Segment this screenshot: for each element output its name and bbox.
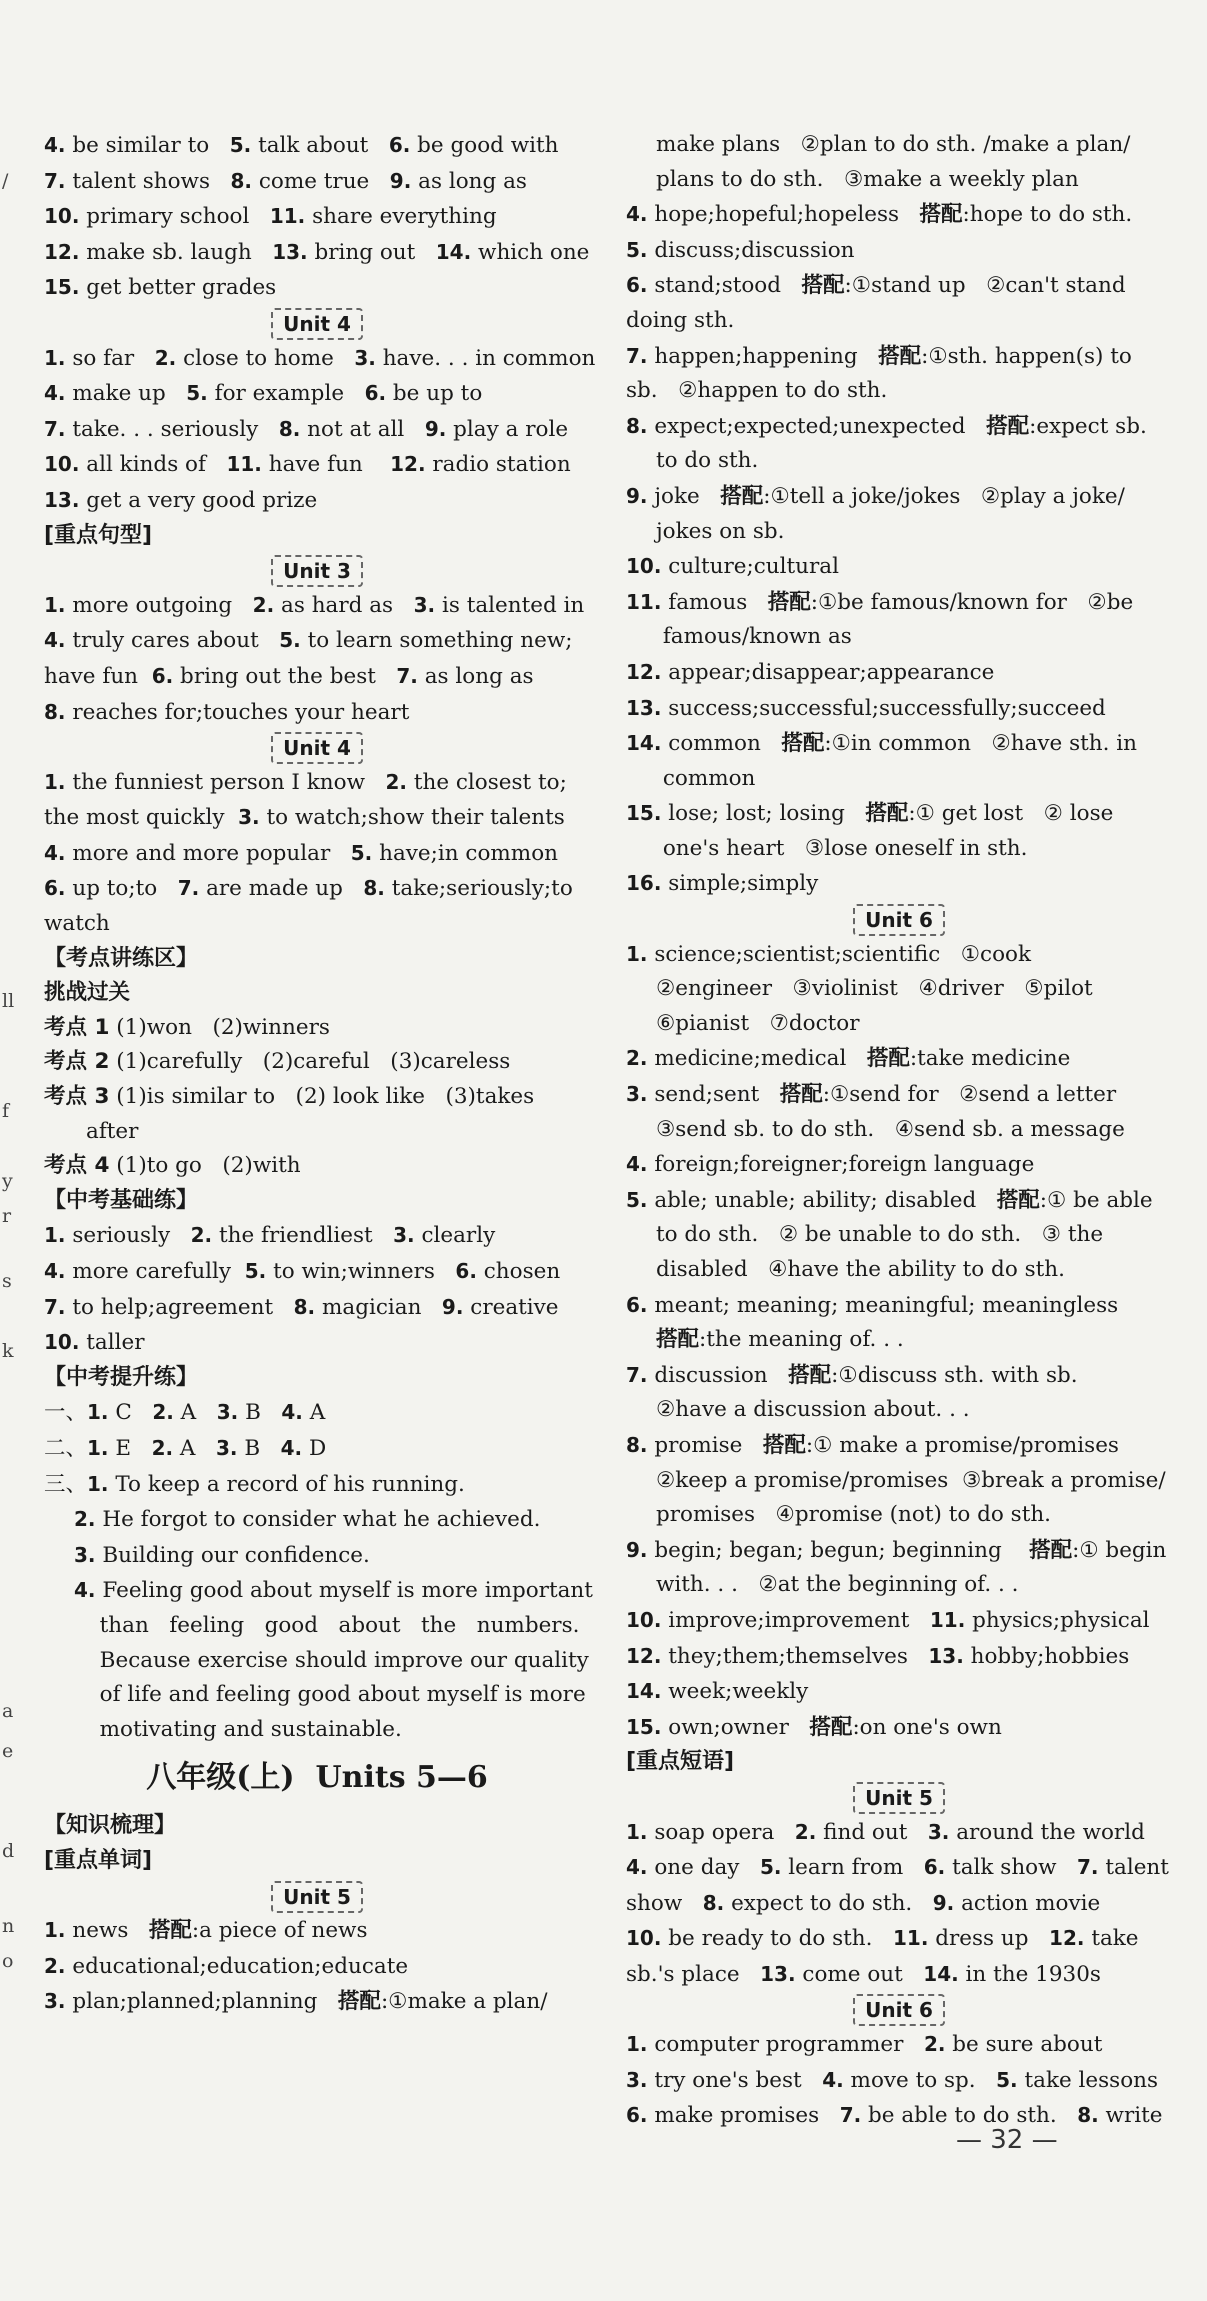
answer-line: 1. news 搭配:a piece of news: [44, 1918, 368, 1944]
answer-line: 考点 1 (1)won (2)winners: [44, 1014, 330, 1040]
answer-line: 4. foreign;foreigner;foreign language: [626, 1152, 1035, 1178]
answer-line: 7. discussion 搭配:①discuss sth. with sb.: [626, 1362, 1078, 1388]
answer-line: with. . . ②at the beginning of. . .: [656, 1572, 1019, 1598]
chapter-title: 八年级(上) Units 5—6: [146, 1760, 488, 1796]
answer-line: show 8. expect to do sth. 9. action movie: [626, 1890, 1101, 1916]
answer-line: 搭配:the meaning of. . .: [656, 1327, 904, 1353]
answer-line: 7. happen;happening 搭配:①sth. happen(s) to: [626, 343, 1132, 369]
answer-line: 1. so far 2. close to home 3. have. . . in common: [44, 345, 596, 371]
answer-line: 1. seriously 2. the friendliest 3. clearly: [44, 1223, 496, 1249]
answer-line: one's heart ③lose oneself in sth.: [656, 835, 1028, 861]
unit-label: Unit 4: [271, 308, 363, 340]
answer-line: 10. be ready to do sth. 11. dress up 12. take: [626, 1926, 1139, 1952]
answer-line: sb.'s place 13. come out 14. in the 1930s: [626, 1961, 1101, 1987]
answer-line: 10. all kinds of 11. have fun 12. radio station: [44, 452, 571, 478]
answer-line: Because exercise should improve our quality: [86, 1647, 589, 1673]
unit-heading: [44, 730, 590, 765]
answer-line: 4. one day 5. learn from 6. talk show 7. talent: [626, 1855, 1169, 1881]
answer-line: 三、1. To keep a record of his running.: [44, 1471, 465, 1497]
answer-line: of life and feeling good about myself is more: [86, 1682, 586, 1708]
unit-heading: [44, 553, 590, 588]
answer-line: to do sth. ② be unable to do sth. ③ the: [656, 1222, 1104, 1248]
answer-line: 8. expect;expected;unexpected 搭配:expect sb.: [626, 413, 1147, 439]
section-heading: 【知识梳理】: [44, 1813, 177, 1839]
answer-line: 16. simple;simply: [626, 871, 819, 897]
margin-letter: r: [2, 1205, 12, 1227]
margin-letter: o: [2, 1950, 14, 1972]
answer-line: 3. plan;planned;planning 搭配:①make a plan/: [44, 1989, 548, 2015]
answer-line: 二、1. E 2. A 3. B 4. D: [44, 1435, 327, 1461]
page-number: — 32 —: [956, 2125, 1058, 2155]
answer-line: 12. they;them;themselves 13. hobby;hobbies: [626, 1643, 1130, 1669]
answer-line: than feeling good about the numbers.: [86, 1612, 580, 1638]
answer-line: 4. hope;hopeful;hopeless 搭配:hope to do sth.: [626, 202, 1133, 228]
answer-line: 6. make promises 7. be able to do sth. 8. write: [626, 2103, 1163, 2129]
answer-line: 一、1. C 2. A 3. B 4. A: [44, 1400, 326, 1426]
unit-heading: [626, 1780, 1172, 1815]
margin-letter: f: [2, 1100, 10, 1122]
section-heading: [重点句型]: [44, 522, 153, 548]
answer-line: sb. ②happen to do sth.: [626, 378, 888, 404]
answer-line: 4. be similar to 5. talk about 6. be good with: [44, 133, 559, 158]
answer-line: 10. primary school 11. share everything: [44, 204, 497, 230]
unit-label: Unit 5: [271, 1881, 363, 1913]
margin-letter: n: [2, 1915, 15, 1937]
answer-line: 15. own;owner 搭配:on one's own: [626, 1714, 1002, 1740]
answer-line: 15. lose; lost; losing 搭配:① get lost ② lose: [626, 801, 1114, 827]
margin-letter: k: [2, 1340, 14, 1362]
answer-line: 1. more outgoing 2. as hard as 3. is talented in: [44, 592, 585, 618]
answer-line: 1. the funniest person I know 2. the closest to;: [44, 769, 567, 795]
answer-line: 15. get better grades: [44, 275, 277, 301]
answer-line: motivating and sustainable.: [86, 1716, 402, 1742]
answer-line: 13. get a very good prize: [44, 487, 318, 513]
margin-letter: s: [2, 1270, 12, 1292]
answer-line: 2. medicine;medical 搭配:take medicine: [626, 1046, 1071, 1072]
answer-line: 3. Building our confidence.: [74, 1542, 370, 1568]
answer-line: make plans ②plan to do sth. /make a plan/: [656, 132, 1131, 157]
answer-line: 10. culture;cultural: [626, 554, 839, 580]
section-heading: 【中考提升练】: [44, 1364, 199, 1390]
answer-line: after: [86, 1118, 139, 1144]
section-heading: 【考点讲练区】: [44, 945, 199, 971]
answer-line: 挑战过关: [44, 980, 131, 1006]
answer-line: ②engineer ③violinist ④driver ⑤pilot: [656, 976, 1093, 1002]
answer-line: to do sth.: [656, 448, 759, 474]
unit-label: Unit 6: [853, 1994, 945, 2026]
margin-letter: d: [2, 1840, 15, 1862]
left-column: [44, 128, 596, 2020]
answer-line: 3. send;sent 搭配:①send for ②send a letter: [626, 1082, 1117, 1108]
answer-line: ②keep a promise/promises ③break a promise/: [656, 1467, 1166, 1493]
answer-line: 5. discuss;discussion: [626, 237, 855, 263]
answer-line: ②have a discussion about. . .: [656, 1397, 970, 1423]
answer-line: 13. success;successful;successfully;succeed: [626, 695, 1106, 721]
unit-label: Unit 5: [853, 1782, 945, 1814]
section-heading: [重点短语]: [626, 1749, 735, 1775]
answer-line: disabled ④have the ability to do sth.: [656, 1257, 1065, 1282]
margin-letter: e: [2, 1740, 14, 1762]
answer-line: 考点 3 (1)is similar to (2) look like (3)takes: [44, 1084, 535, 1110]
answer-line: 10. taller: [44, 1330, 145, 1356]
answer-line: common: [656, 765, 756, 791]
answer-line: the most quickly 3. to watch;show their talents: [44, 805, 565, 831]
answer-line: ⑥pianist ⑦doctor: [656, 1010, 860, 1036]
answer-line: plans to do sth. ③make a weekly plan: [656, 166, 1079, 192]
answer-line: 14. common 搭配:①in common ②have sth. in: [626, 731, 1138, 757]
right-column: [626, 128, 1172, 2134]
unit-heading: [626, 902, 1172, 937]
answer-line: 10. improve;improvement 11. physics;physical: [626, 1607, 1150, 1633]
section-heading: 【中考基础练】: [44, 1187, 199, 1213]
answer-line: 4. truly cares about 5. to learn something new;: [44, 628, 573, 654]
answer-line: jokes on sb.: [656, 518, 785, 544]
unit-heading: [44, 306, 590, 341]
answer-line: 12. make sb. laugh 13. bring out 14. which one: [44, 239, 590, 265]
unit-label: Unit 6: [853, 904, 945, 936]
answer-line: 9. joke 搭配:①tell a joke/jokes ②play a joke/: [626, 483, 1125, 509]
answer-line: 12. appear;disappear;appearance: [626, 659, 995, 685]
unit-label: Unit 4: [271, 732, 363, 764]
answer-line: 7. to help;agreement 8. magician 9. creative: [44, 1294, 559, 1320]
answer-line: 9. begin; began; begun; beginning 搭配:① begin: [626, 1537, 1167, 1563]
unit-heading: [626, 1992, 1172, 2027]
answer-line: 1. soap opera 2. find out 3. around the world: [626, 1819, 1145, 1845]
answer-line: 6. stand;stood 搭配:①stand up ②can't stand: [626, 273, 1126, 299]
answer-line: 4. more carefully 5. to win;winners 6. chosen: [44, 1259, 561, 1284]
answer-line: 6. up to;to 7. are made up 8. take;seriously;to: [44, 876, 573, 902]
answer-line: famous/known as: [656, 624, 852, 650]
left-margin-cropped-text: [0, 0, 22, 2301]
answer-line: 6. meant; meaning; meaningful; meaningless: [626, 1292, 1119, 1318]
answer-line: 8. reaches for;touches your heart: [44, 699, 410, 725]
answer-line: 11. famous 搭配:①be famous/known for ②be: [626, 589, 1134, 615]
answer-line: have fun 6. bring out the best 7. as long as: [44, 663, 534, 689]
unit-heading: [44, 1879, 590, 1914]
margin-letter: y: [2, 1170, 13, 1192]
answer-line: 4. more and more popular 5. have;in common: [44, 840, 558, 866]
answer-line: 7. talent shows 8. come true 9. as long as: [44, 168, 527, 194]
answer-line: 5. able; unable; ability; disabled 搭配:① be able: [626, 1187, 1153, 1213]
margin-letter: a: [2, 1700, 14, 1722]
answer-line: 4. make up 5. for example 6. be up to: [44, 381, 483, 407]
margin-letter: /: [2, 170, 9, 192]
answer-line: 1. science;scientist;scientific ①cook: [626, 941, 1031, 967]
unit-label: Unit 3: [271, 555, 363, 587]
answer-line: watch: [44, 911, 110, 937]
answer-line: 8. promise 搭配:① make a promise/promises: [626, 1432, 1119, 1458]
answer-line: 2. He forgot to consider what he achieved.: [74, 1507, 541, 1533]
answer-line: 2. educational;education;educate: [44, 1953, 409, 1979]
answer-line: promises ④promise (not) to do sth.: [656, 1502, 1052, 1528]
margin-letter: ll: [2, 990, 15, 1012]
answer-line: 1. computer programmer 2. be sure about: [626, 2032, 1103, 2058]
answer-line: doing sth.: [626, 307, 735, 333]
answer-line: 3. try one's best 4. move to sp. 5. take lessons: [626, 2067, 1159, 2093]
answer-line: 考点 4 (1)to go (2)with: [44, 1153, 301, 1179]
answer-line: 考点 2 (1)carefully (2)careful (3)careless: [44, 1049, 511, 1075]
answer-line: 4. Feeling good about myself is more important: [74, 1578, 593, 1604]
answer-line: 7. take. . . seriously 8. not at all 9. play a role: [44, 416, 569, 442]
section-heading: [重点单词]: [44, 1847, 153, 1873]
answer-line: 14. week;weekly: [626, 1679, 809, 1705]
answer-line: ③send sb. to do sth. ④send sb. a message: [656, 1116, 1125, 1142]
